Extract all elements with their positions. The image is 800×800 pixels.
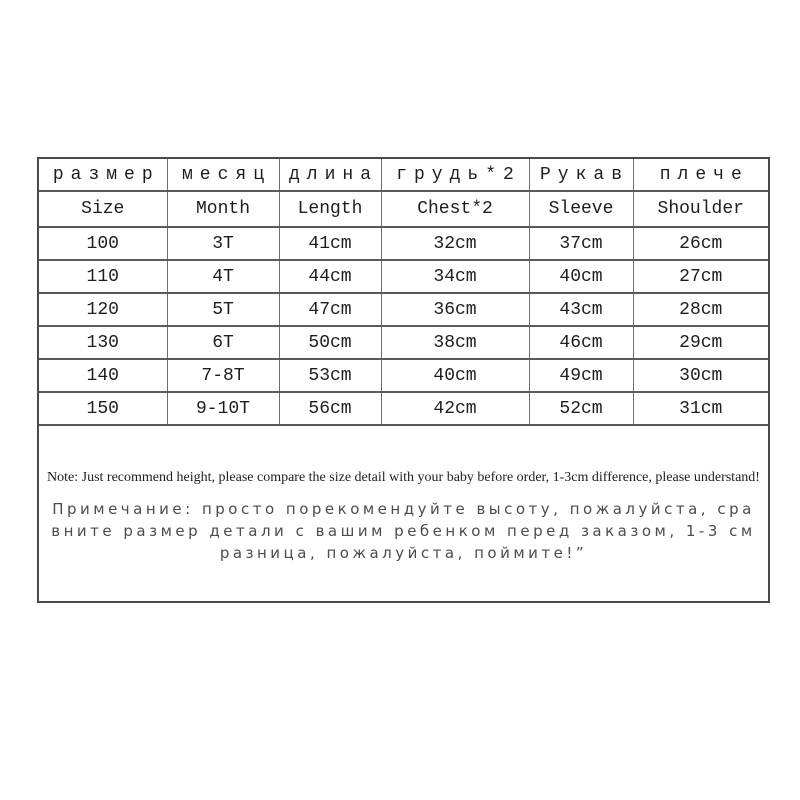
cell-month: 4T [167, 260, 279, 293]
cell-length: 47cm [279, 293, 381, 326]
header-cell-ru-chest: грудь*2 [381, 159, 529, 191]
cell-length: 56cm [279, 392, 381, 425]
cell-sleeve: 46cm [529, 326, 633, 359]
cell-sleeve: 43cm [529, 293, 633, 326]
header-cell-en-length: Length [279, 191, 381, 227]
notes-section [39, 426, 768, 609]
cell-chest: 40cm [381, 359, 529, 392]
cell-sleeve: 49cm [529, 359, 633, 392]
header-row-english [39, 191, 768, 227]
header-cell-ru-sleeve: Рукав [529, 159, 633, 191]
cell-shoulder: 26cm [633, 227, 768, 260]
cell-chest: 42cm [381, 392, 529, 425]
header-cell-ru-shoulder: плече [633, 159, 768, 191]
cell-shoulder: 27cm [633, 260, 768, 293]
cell-size: 120 [39, 293, 167, 326]
cell-size: 130 [39, 326, 167, 359]
cell-shoulder: 30cm [633, 359, 768, 392]
cell-sleeve: 40cm [529, 260, 633, 293]
cell-length: 44cm [279, 260, 381, 293]
table-row-size-150 [39, 392, 768, 425]
note-english: Note: Just recommend height, please compare the size detail with your baby before order, 1-3cm difference, please understand! [47, 470, 760, 485]
cell-length: 53cm [279, 359, 381, 392]
header-cell-en-chest: Chest*2 [381, 191, 529, 227]
cell-sleeve: 37cm [529, 227, 633, 260]
table-row-size-110 [39, 260, 768, 293]
header-cell-ru-month: месяц [167, 159, 279, 191]
cell-size: 110 [39, 260, 167, 293]
cell-shoulder: 31cm [633, 392, 768, 425]
cell-size: 140 [39, 359, 167, 392]
table-row-size-140 [39, 359, 768, 392]
cell-chest: 38cm [381, 326, 529, 359]
table-row-size-130 [39, 326, 768, 359]
header-cell-en-sleeve: Sleeve [529, 191, 633, 227]
cell-shoulder: 29cm [633, 326, 768, 359]
header-cell-ru-size: размер [52, 164, 160, 185]
header-cell-en-shoulder: Shoulder [633, 191, 768, 227]
cell-shoulder: 28cm [633, 293, 768, 326]
cell-month: 9-10T [167, 392, 279, 425]
note-russian: Примечание: просто порекомендуйте высоту, пожалуйста, сравните размер детали с вашим ребенком перед заказом, 1-3 см разница, пожалуйста, поймите!” [51, 500, 756, 562]
header-cell-en-month: Month [167, 191, 279, 227]
cell-size: 100 [39, 227, 167, 260]
size-table [39, 159, 768, 426]
cell-month: 6T [167, 326, 279, 359]
header-cell-ru-length: длина [279, 159, 381, 191]
cell-length: 50cm [279, 326, 381, 359]
cell-length: 41cm [279, 227, 381, 260]
cell-sleeve: 52cm [529, 392, 633, 425]
cell-size: 150 [39, 392, 167, 425]
size-chart-sheet [37, 157, 770, 603]
cell-chest: 32cm [381, 227, 529, 260]
table-row-size-100 [39, 227, 768, 260]
header-row-russian [39, 159, 768, 191]
cell-chest: 34cm [381, 260, 529, 293]
cell-month: 5T [167, 293, 279, 326]
header-cell-en-size: Size [39, 191, 167, 227]
cell-month: 3T [167, 227, 279, 260]
cell-month: 7-8T [167, 359, 279, 392]
table-row-size-120 [39, 293, 768, 326]
cell-chest: 36cm [381, 293, 529, 326]
